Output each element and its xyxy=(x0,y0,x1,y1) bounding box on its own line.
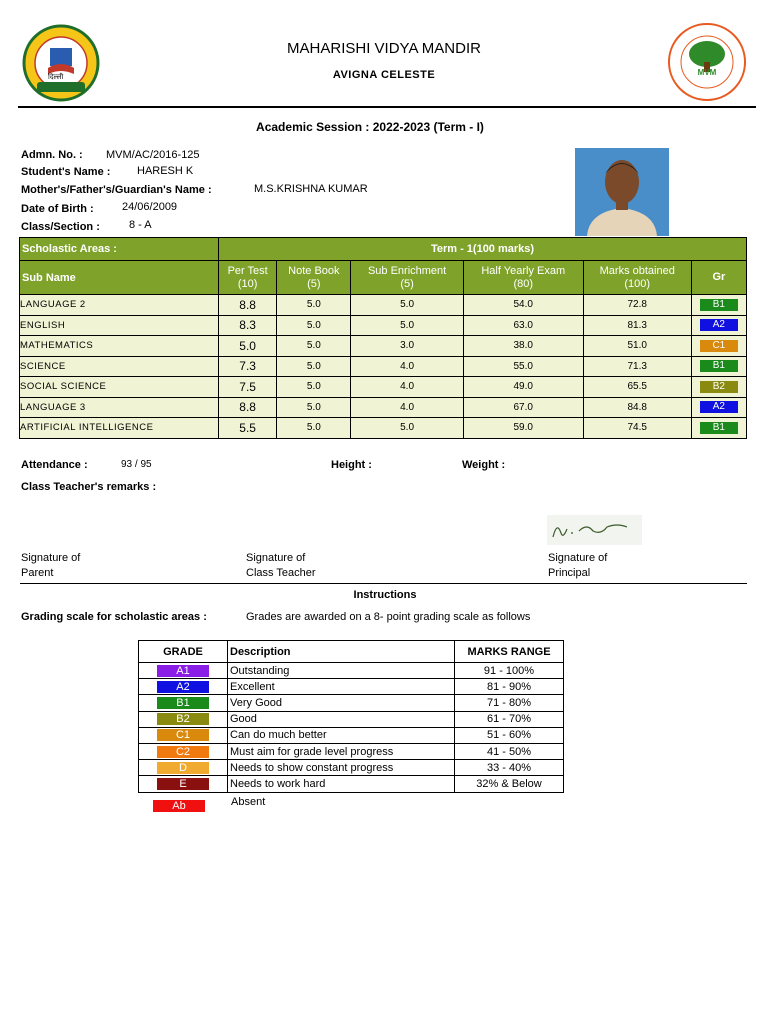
grade-badge: A2 xyxy=(700,401,738,413)
parent-signature-line1: Signature of xyxy=(21,552,81,564)
dob-label: Date of Birth : xyxy=(21,203,94,215)
legend-grade-badge: B2 xyxy=(157,713,209,725)
academic-session: Academic Session : 2022-2023 (Term - I) xyxy=(256,120,484,134)
absent-badge xyxy=(153,796,205,814)
marks-cell-grade xyxy=(691,377,746,398)
student-photo xyxy=(575,148,669,236)
marks-cell-se: 5.0 xyxy=(351,315,463,336)
marks-cell-grade xyxy=(691,315,746,336)
grade-legend-table xyxy=(138,640,564,793)
marks-cell-grade xyxy=(691,397,746,418)
marks-column-header: Sub Enrichment (5) xyxy=(351,261,463,295)
marks-cell-subject: ENGLISH xyxy=(20,315,219,336)
principal-signature-line2: Principal xyxy=(548,567,591,579)
admn-label: Admn. No. : xyxy=(21,149,83,161)
legend-grade-cell xyxy=(139,711,228,727)
mvm-logo-text: MVM xyxy=(697,68,717,77)
grade-badge: C1 xyxy=(700,340,738,352)
legend-grade-cell xyxy=(139,727,228,743)
marks-row xyxy=(20,295,747,316)
marks-cell-pt: 7.3 xyxy=(219,356,277,377)
marks-cell-subject: SOCIAL SCIENCE xyxy=(20,377,219,398)
marks-row xyxy=(20,377,747,398)
marks-cell-total: 51.0 xyxy=(583,336,691,357)
marks-table xyxy=(19,237,747,439)
marks-cell-subject: ARTIFICIAL INTELLIGENCE xyxy=(20,418,219,439)
grade-badge: B1 xyxy=(700,299,738,311)
marks-column-header: Per Test (10) xyxy=(219,261,277,295)
marks-cell-nb: 5.0 xyxy=(277,397,351,418)
marks-cell-subject: MATHEMATICS xyxy=(20,336,219,357)
legend-row xyxy=(139,776,564,792)
legend-description: Very Good xyxy=(228,695,455,711)
marks-cell-subject: LANGUAGE 3 xyxy=(20,397,219,418)
marks-cell-pt: 5.5 xyxy=(219,418,277,439)
class-label: Class/Section : xyxy=(21,221,100,233)
marks-cell-hy: 38.0 xyxy=(463,336,583,357)
absent-description: Absent xyxy=(231,796,266,808)
marks-column-header: Note Book (5) xyxy=(277,261,351,295)
marks-cell-nb: 5.0 xyxy=(277,418,351,439)
height-label: Height : xyxy=(331,459,372,471)
marks-row xyxy=(20,418,747,439)
marks-cell-hy: 54.0 xyxy=(463,295,583,316)
legend-grade-badge: C1 xyxy=(157,729,209,741)
legend-description: Needs to show constant progress xyxy=(228,760,455,776)
instructions-title: Instructions xyxy=(353,589,417,601)
legend-description: Must aim for grade level progress xyxy=(228,743,455,759)
principal-signature-label xyxy=(548,551,607,581)
legend-grade-badge: D xyxy=(157,762,209,774)
legend-row xyxy=(139,679,564,695)
admn-value: MVM/AC/2016-125 xyxy=(106,149,200,161)
marks-cell-nb: 5.0 xyxy=(277,356,351,377)
principal-signature-line1: Signature of xyxy=(548,552,608,564)
cbse-logo xyxy=(22,24,100,102)
cbse-logo-text-mid: दिल्ली xyxy=(48,74,64,81)
student-name-value: HARESH K xyxy=(137,165,194,177)
term-header: Term - 1(100 marks) xyxy=(219,238,747,261)
legend-row xyxy=(139,743,564,759)
marks-cell-se: 3.0 xyxy=(351,336,463,357)
student-name-label: Student's Name : xyxy=(21,166,111,178)
legend-description: Excellent xyxy=(228,679,455,695)
mvm-logo xyxy=(665,22,749,102)
legend-row xyxy=(139,695,564,711)
marks-cell-total: 74.5 xyxy=(583,418,691,439)
grading-scale-label: Grading scale for scholastic areas : xyxy=(21,611,207,623)
legend-grade-cell xyxy=(139,776,228,792)
legend-grade-badge: C2 xyxy=(157,746,209,758)
legend-grade-cell xyxy=(139,695,228,711)
marks-cell-hy: 49.0 xyxy=(463,377,583,398)
marks-cell-se: 4.0 xyxy=(351,397,463,418)
marks-column-header: Gr xyxy=(691,261,746,295)
school-name: MAHARISHI VIDYA MANDIR xyxy=(287,40,481,57)
marks-column-header: Half Yearly Exam (80) xyxy=(463,261,583,295)
marks-cell-hy: 67.0 xyxy=(463,397,583,418)
marks-row xyxy=(20,336,747,357)
legend-range: 32% & Below xyxy=(455,776,564,792)
marks-cell-grade xyxy=(691,356,746,377)
legend-range: 51 - 60% xyxy=(455,727,564,743)
attendance-label: Attendance : xyxy=(21,459,88,471)
marks-cell-total: 81.3 xyxy=(583,315,691,336)
legend-grade-badge: E xyxy=(157,778,209,790)
legend-range: 81 - 90% xyxy=(455,679,564,695)
legend-description: Can do much better xyxy=(228,727,455,743)
marks-cell-se: 5.0 xyxy=(351,418,463,439)
marks-cell-nb: 5.0 xyxy=(277,295,351,316)
principal-signature xyxy=(547,515,642,545)
marks-column-header: Marks obtained (100) xyxy=(583,261,691,295)
dob-value: 24/06/2009 xyxy=(122,201,178,213)
legend-description: Outstanding xyxy=(228,663,455,679)
legend-range: 61 - 70% xyxy=(455,711,564,727)
marks-cell-total: 71.3 xyxy=(583,356,691,377)
legend-range: 41 - 50% xyxy=(455,743,564,759)
legend-header-description: Description xyxy=(228,641,455,663)
grading-scale-text: Grades are awarded on a 8- point grading scale as follows xyxy=(246,611,531,623)
marks-row xyxy=(20,356,747,377)
marks-cell-total: 84.8 xyxy=(583,397,691,418)
absent-grade: Ab xyxy=(153,800,205,812)
marks-cell-hy: 63.0 xyxy=(463,315,583,336)
legend-range: 33 - 40% xyxy=(455,760,564,776)
marks-cell-hy: 55.0 xyxy=(463,356,583,377)
legend-grade-badge: A2 xyxy=(157,681,209,693)
marks-cell-subject: LANGUAGE 2 xyxy=(20,295,219,316)
legend-header-grade: GRADE xyxy=(139,641,228,663)
teacher-signature-line1: Signature of xyxy=(246,552,306,564)
guardian-label: Mother's/Father's/Guardian's Name : xyxy=(21,184,212,196)
guardian-value: M.S.KRISHNA KUMAR xyxy=(254,183,368,195)
marks-cell-pt: 5.0 xyxy=(219,336,277,357)
attendance-value: 93 / 95 xyxy=(121,459,152,470)
scholastic-areas-header: Scholastic Areas : xyxy=(20,238,219,261)
legend-range: 71 - 80% xyxy=(455,695,564,711)
legend-description: Good xyxy=(228,711,455,727)
marks-cell-grade xyxy=(691,418,746,439)
legend-grade-cell xyxy=(139,743,228,759)
marks-cell-pt: 8.8 xyxy=(219,295,277,316)
marks-cell-hy: 59.0 xyxy=(463,418,583,439)
legend-description: Needs to work hard xyxy=(228,776,455,792)
legend-range: 91 - 100% xyxy=(455,663,564,679)
parent-signature xyxy=(21,551,80,581)
marks-cell-se: 4.0 xyxy=(351,377,463,398)
marks-cell-pt: 7.5 xyxy=(219,377,277,398)
legend-grade-cell xyxy=(139,679,228,695)
legend-row xyxy=(139,711,564,727)
marks-cell-nb: 5.0 xyxy=(277,336,351,357)
legend-row xyxy=(139,760,564,776)
header-divider xyxy=(18,106,756,108)
marks-cell-nb: 5.0 xyxy=(277,377,351,398)
grade-badge: B2 xyxy=(700,381,738,393)
class-value: 8 - A xyxy=(129,219,152,231)
grade-badge: B1 xyxy=(700,360,738,372)
marks-row xyxy=(20,315,747,336)
parent-signature-line2: Parent xyxy=(21,567,54,579)
marks-cell-se: 5.0 xyxy=(351,295,463,316)
teacher-signature-line2: Class Teacher xyxy=(246,567,316,579)
marks-cell-nb: 5.0 xyxy=(277,315,351,336)
grade-badge: B1 xyxy=(700,422,738,434)
teacher-signature xyxy=(246,551,316,581)
legend-grade-badge: A1 xyxy=(157,665,209,677)
marks-cell-total: 72.8 xyxy=(583,295,691,316)
legend-grade-cell xyxy=(139,760,228,776)
marks-cell-pt: 8.3 xyxy=(219,315,277,336)
marks-cell-grade xyxy=(691,336,746,357)
legend-header-range: MARKS RANGE xyxy=(455,641,564,663)
weight-label: Weight : xyxy=(462,459,506,471)
legend-row xyxy=(139,663,564,679)
legend-grade-cell xyxy=(139,663,228,679)
grade-badge: A2 xyxy=(700,319,738,331)
marks-cell-se: 4.0 xyxy=(351,356,463,377)
legend-row xyxy=(139,727,564,743)
legend-grade-badge: B1 xyxy=(157,697,209,709)
marks-cell-pt: 8.8 xyxy=(219,397,277,418)
marks-cell-total: 65.5 xyxy=(583,377,691,398)
marks-cell-subject: SCIENCE xyxy=(20,356,219,377)
remarks-label: Class Teacher's remarks : xyxy=(21,481,157,493)
marks-column-header: Sub Name xyxy=(20,261,219,295)
branch-name: AVIGNA CELESTE xyxy=(332,69,436,81)
marks-row xyxy=(20,397,747,418)
instructions-divider xyxy=(20,583,747,584)
marks-cell-grade xyxy=(691,295,746,316)
